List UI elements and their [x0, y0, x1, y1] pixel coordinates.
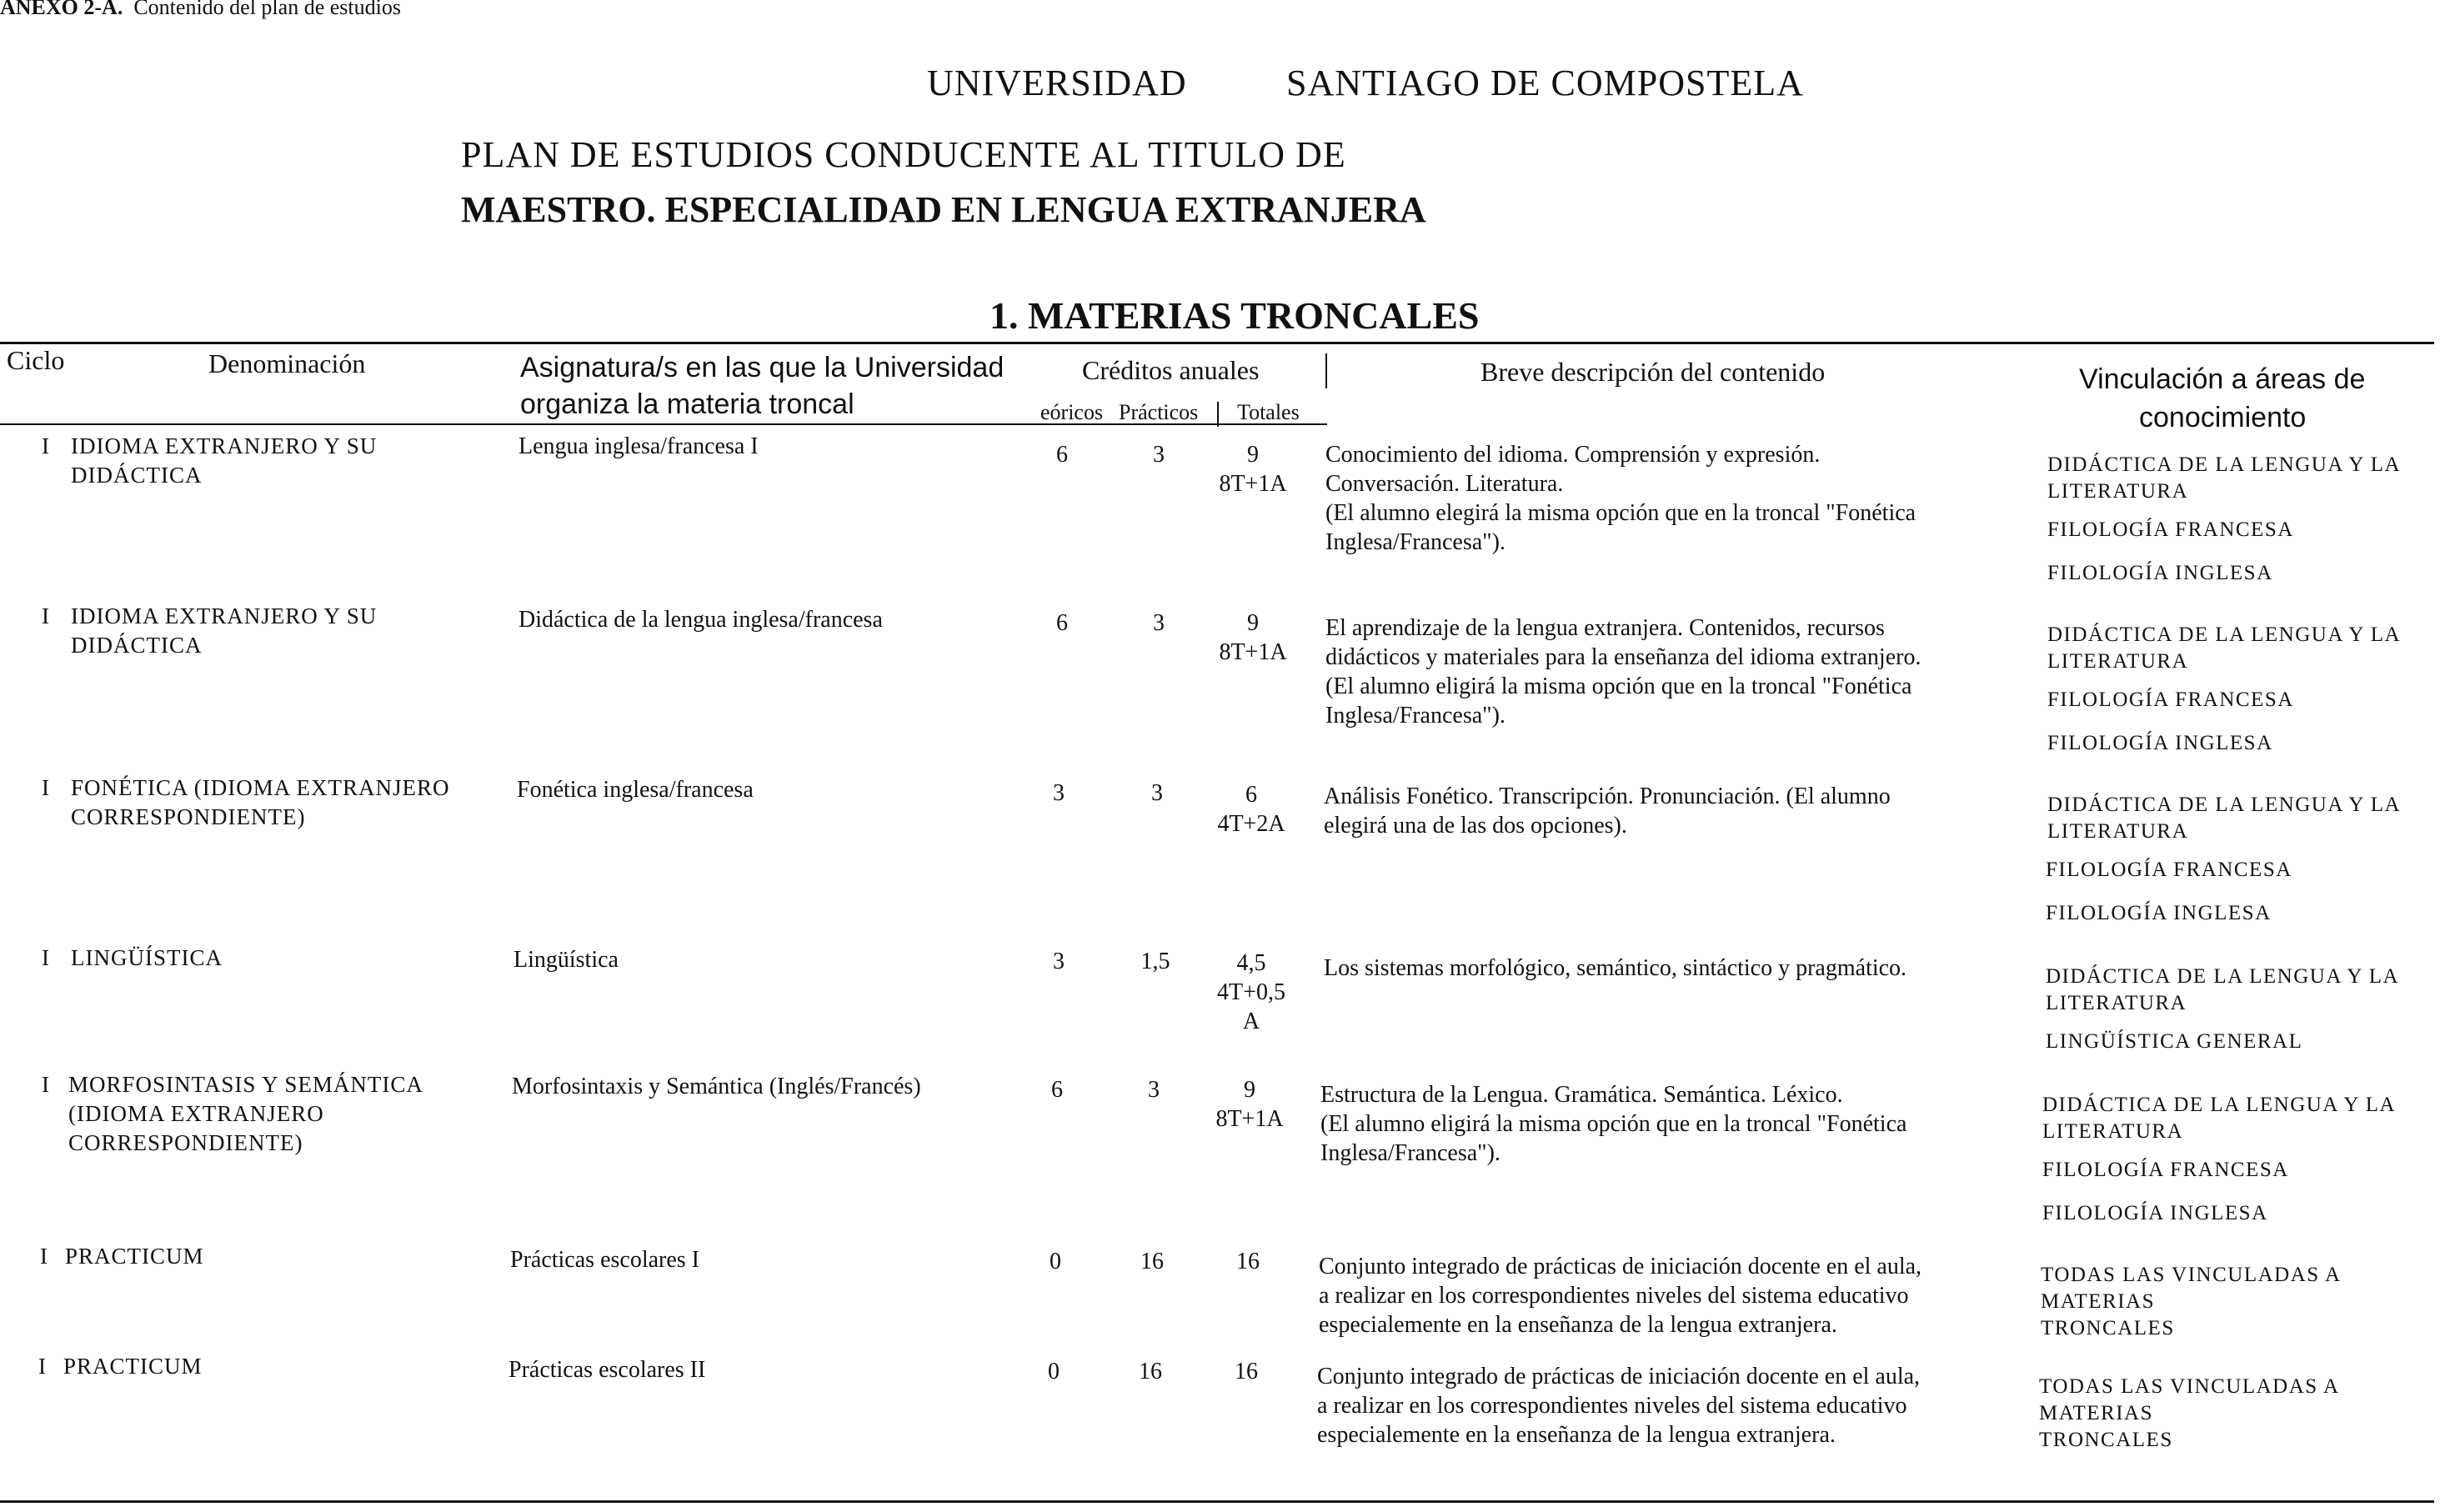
- university-word: UNIVERSIDAD: [927, 63, 1187, 103]
- col-descripcion: Breve descripción del contenido: [1481, 357, 1826, 387]
- row-denominacion: MORFOSINTASIS Y SEMÁNTICA (IDIOMA EXTRANJERO CORRESPONDIENTE): [68, 1072, 423, 1155]
- row-practicos: 3: [1151, 780, 1163, 806]
- row-ciclo: I: [40, 1244, 48, 1269]
- row-teoricos: 3: [1053, 949, 1065, 974]
- row-asignatura: Prácticas escolares I: [510, 1247, 699, 1273]
- row-denominacion: IDIOMA EXTRANJERO Y SU DIDÁCTICA: [71, 603, 378, 658]
- row-totales: 4,5 4T+0,5 A: [1217, 950, 1285, 1034]
- degree-title: MAESTRO. ESPECIALIDAD EN LENGUA EXTRANJERA: [461, 189, 1426, 230]
- row-area: DIDÁCTICA DE LA LENGUA Y LA LITERATURA: [2047, 623, 2402, 673]
- row-totales: 9 8T+1A: [1219, 442, 1287, 497]
- row-area: FILOLOGÍA INGLESA: [2046, 902, 2272, 924]
- col-asignatura-line1: Asignatura/s en las que la Universidad: [520, 352, 1005, 383]
- row-teoricos: 6: [1056, 610, 1068, 636]
- row-asignatura: Lingüística: [514, 947, 619, 973]
- row-area: TODAS LAS VINCULADAS A MATERIAS TRONCALES: [2039, 1375, 2339, 1451]
- table-bottom-rule: [0, 1500, 2434, 1503]
- header-divider: [1325, 353, 1327, 388]
- plan-line: PLAN DE ESTUDIOS CONDUCENTE AL TITULO DE: [461, 134, 1346, 175]
- row-descripcion: Análisis Fonético. Transcripción. Pronunciación. (El alumno elegirá una de las dos opciones).: [1324, 784, 1891, 839]
- row-area: DIDÁCTICA DE LA LENGUA Y LA LITERATURA: [2047, 453, 2402, 503]
- row-asignatura: Prácticas escolares II: [509, 1357, 706, 1383]
- row-practicos: 3: [1153, 442, 1165, 468]
- row-descripcion: El aprendizaje de la lengua extranjera. Contenidos, recursos didácticos y materiales para la enseñanza del idioma extranjero. (El alumno eligirá la misma opción que en la troncal "Fonética Inglesa/Francesa").: [1325, 615, 1921, 728]
- row-teoricos: 3: [1053, 780, 1065, 806]
- row-area: FILOLOGÍA FRANCESA: [2047, 518, 2294, 541]
- row-practicos: 3: [1148, 1077, 1160, 1103]
- row-area: DIDÁCTICA DE LA LENGUA Y LA LITERATURA: [2046, 965, 2400, 1014]
- row-practicos: 1,5: [1140, 949, 1170, 974]
- row-teoricos: 0: [1050, 1249, 1061, 1274]
- row-area: TODAS LAS VINCULADAS A MATERIAS TRONCALES: [2041, 1264, 2341, 1339]
- row-totales: 16: [1235, 1359, 1258, 1384]
- row-asignatura: Lengua inglesa/francesa I: [519, 433, 759, 459]
- row-area: LINGÜÍSTICA GENERAL: [2046, 1030, 2303, 1053]
- row-denominacion: PRACTICUM: [63, 1354, 203, 1379]
- row-totales: 9 8T+1A: [1219, 610, 1287, 665]
- row-ciclo: I: [42, 945, 50, 970]
- col-teoricos: eóricos: [1040, 400, 1104, 424]
- row-totales: 16: [1236, 1249, 1260, 1274]
- row-denominacion: PRACTICUM: [65, 1244, 204, 1269]
- row-denominacion: IDIOMA EXTRANJERO Y SU DIDÁCTICA: [71, 433, 378, 488]
- col-denominacion: Denominación: [208, 348, 366, 378]
- row-area: DIDÁCTICA DE LA LENGUA Y LA LITERATURA: [2047, 794, 2402, 843]
- row-area: FILOLOGÍA FRANCESA: [2047, 688, 2294, 711]
- row-totales: 6 4T+2A: [1217, 782, 1285, 837]
- row-practicos: 3: [1153, 610, 1165, 636]
- row-teoricos: 6: [1051, 1077, 1063, 1103]
- university-name: SANTIAGO DE COMPOSTELA: [1286, 63, 1804, 103]
- row-ciclo: I: [42, 433, 50, 458]
- row-asignatura: Morfosintaxis y Semántica (Inglés/Francés): [512, 1074, 921, 1099]
- row-descripcion: Conjunto integrado de prácticas de iniciación docente en el aula, a realizar en los correspondientes niveles del sistema educativo especialemente en la enseñanza de la lengua extranjera.: [1317, 1364, 1921, 1448]
- annex-caption: [0, 0, 401, 20]
- row-descripcion: Estructura de la Lengua. Gramática. Semántica. Léxico. (El alumno eligirá la misma opción que en la troncal "Fonética Inglesa/Francesa").: [1320, 1082, 1907, 1166]
- col-creditos: Créditos anuales: [1082, 355, 1260, 385]
- row-descripcion: Conocimiento del idioma. Comprensión y expresión. Conversación. Literatura. (El alumno elegirá la misma opción que en la troncal "Fonética Inglesa/Francesa").: [1325, 442, 1916, 555]
- row-asignatura: Didáctica de la lengua inglesa/francesa: [519, 607, 883, 633]
- col-practicos: Prácticos: [1119, 400, 1199, 424]
- row-area: FILOLOGÍA INGLESA: [2042, 1202, 2268, 1224]
- col-ciclo: Ciclo: [7, 345, 65, 375]
- row-ciclo: I: [42, 775, 50, 800]
- row-denominacion: LINGÜÍSTICA: [71, 945, 223, 970]
- row-denominacion: FONÉTICA (IDIOMA EXTRANJERO CORRESPONDIENTE): [71, 775, 450, 829]
- row-area: FILOLOGÍA FRANCESA: [2046, 859, 2292, 881]
- row-teoricos: 6: [1056, 442, 1068, 468]
- row-practicos: 16: [1139, 1359, 1162, 1384]
- row-ciclo: I: [38, 1354, 47, 1379]
- table-top-rule: [0, 342, 2434, 344]
- row-area: FILOLOGÍA INGLESA: [2047, 562, 2273, 584]
- row-area: DIDÁCTICA DE LA LENGUA Y LA LITERATURA: [2042, 1094, 2397, 1143]
- header-subdivider: [1217, 402, 1219, 427]
- row-totales: 9 8T+1A: [1215, 1077, 1284, 1132]
- row-descripcion: Los sistemas morfológico, semántico, sintáctico y pragmático.: [1324, 955, 1907, 981]
- col-asignatura-line2: organiza la materia troncal: [520, 388, 854, 420]
- col-totales: Totales: [1237, 400, 1300, 424]
- row-descripcion: Conjunto integrado de prácticas de iniciación docente en el aula, a realizar en los correspondientes niveles del sistema educativo especialemente en la enseñanza de la lengua extranjera.: [1319, 1254, 1922, 1338]
- section-title: 1. MATERIAS TRONCALES: [990, 294, 1480, 337]
- row-ciclo: I: [42, 1072, 50, 1097]
- row-area: FILOLOGÍA INGLESA: [2047, 732, 2273, 754]
- row-ciclo: I: [42, 603, 50, 628]
- row-practicos: 16: [1140, 1249, 1164, 1274]
- row-teoricos: 0: [1048, 1359, 1060, 1384]
- col-vinculacion-line1: Vinculación a áreas de: [2079, 363, 2366, 395]
- row-asignatura: Fonética inglesa/francesa: [517, 777, 754, 803]
- col-vinculacion-line2: conocimiento: [2139, 402, 2307, 433]
- row-area: FILOLOGÍA FRANCESA: [2042, 1159, 2289, 1181]
- annex-label: ANEXO 2-A.: [0, 0, 123, 19]
- annex-title: Contenido del plan de estudios: [133, 0, 401, 19]
